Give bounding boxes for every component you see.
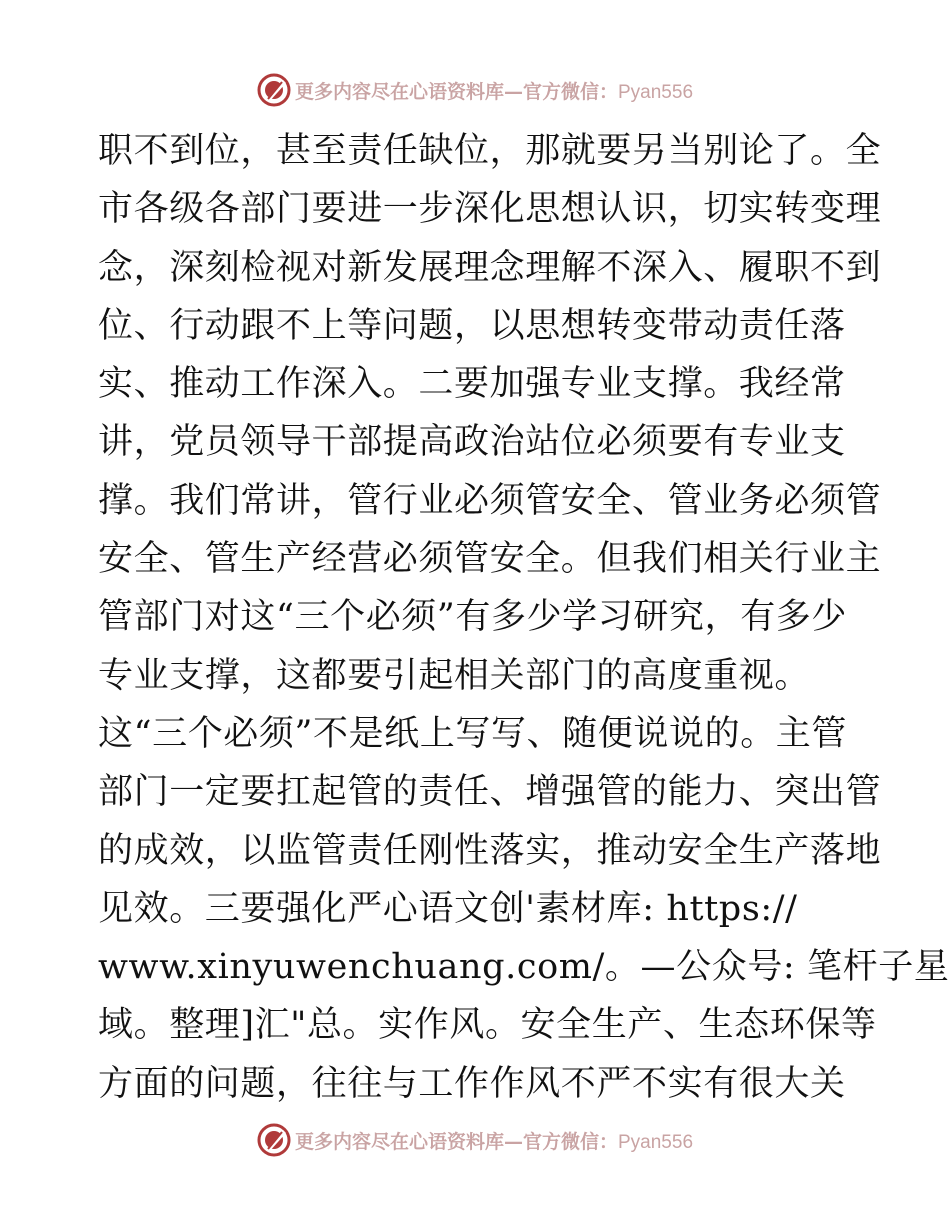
body-line: 方面的问题，往往与工作作风不严不实有很大关 xyxy=(98,1063,846,1104)
quill-logo-icon xyxy=(257,1123,291,1157)
body-line: 讲，党员领导干部提高政治站位必须要有专业支 xyxy=(98,422,846,463)
body-line: 管部门对这“三个必须”有多少学习研究，有多少 xyxy=(98,597,847,638)
header-wechat-id: Pyan556 xyxy=(618,81,694,103)
body-line: 安全、管生产经营必须管安全。但我们相关行业主 xyxy=(98,539,882,580)
body-line: 撑。我们常讲，管行业必须管安全、管业务必须管 xyxy=(98,480,882,521)
header-banner-text xyxy=(295,77,693,104)
body-line: 职不到位，甚至责任缺位，那就要另当别论了。全 xyxy=(98,131,882,171)
body-line: www.xinyuwenchuang.com/。—公众号: 笔杆子星 xyxy=(98,947,950,988)
body-line: 这“三个必须”不是纸上写写、随便说说的。主管 xyxy=(98,713,847,754)
body-line: 的成效，以监管责任刚性落实，推动安全生产落地 xyxy=(98,830,882,871)
header-banner-label: 更多内容尽在心语资料库—官方微信： xyxy=(294,80,618,103)
document-body xyxy=(98,122,950,1113)
body-line: 专业支撑，这都要引起相关部门的高度重视。 xyxy=(98,655,811,696)
body-line: 见效。三要强化严心语文创'素材库: https:// xyxy=(98,888,798,929)
body-line: 念，深刻检视对新发展理念理解不深入、履职不到 xyxy=(98,247,882,288)
body-line: 市各级各部门要进一步深化思想认识，切实转变理 xyxy=(98,189,882,230)
body-line: 部门一定要扛起管的责任、增强管的能力、突出管 xyxy=(98,772,882,813)
footer-banner-label: 更多内容尽在心语资料库—官方微信： xyxy=(294,1130,618,1153)
quill-logo-icon xyxy=(257,73,291,107)
footer-banner-text xyxy=(295,1127,693,1154)
body-line: 域。整理]汇"总。实作风。安全生产、生态环保等 xyxy=(98,1005,877,1046)
body-line: 实、推动工作深入。二要加强专业支撑。我经常 xyxy=(98,364,846,405)
footer-wechat-id: Pyan556 xyxy=(618,1131,694,1153)
footer-watermark-banner xyxy=(0,1120,950,1160)
header-watermark-banner xyxy=(0,70,950,110)
body-line: 位、行动跟不上等问题，以思想转变带动责任落 xyxy=(98,305,846,346)
